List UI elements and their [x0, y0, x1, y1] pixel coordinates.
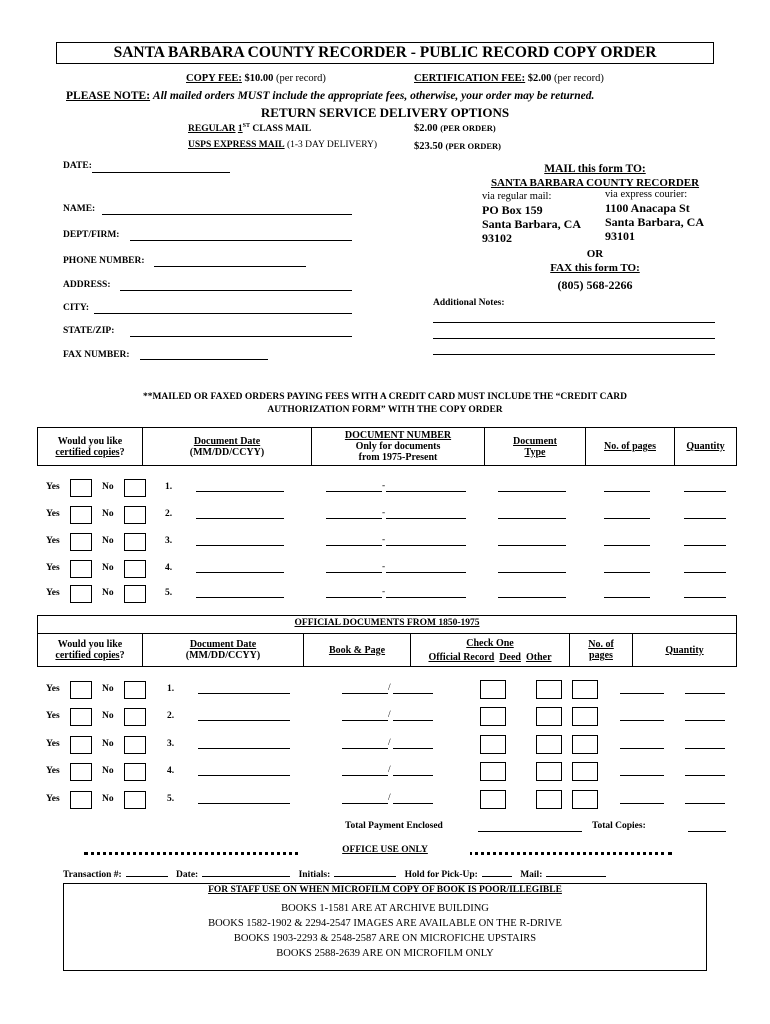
additional-notes-label: Additional Notes: — [433, 298, 505, 308]
no-checkbox[interactable] — [124, 791, 146, 809]
initials-label: Initials: — [298, 870, 331, 880]
office-use-heading: OFFICE USE ONLY — [300, 845, 470, 855]
no-label: No — [102, 684, 114, 694]
doc-number-prefix-field[interactable] — [326, 545, 382, 546]
yes-label: Yes — [46, 794, 60, 804]
other-checkbox[interactable] — [572, 790, 598, 809]
t1-col-docnum: DOCUMENT NUMBER Only for documents from 1975-Present — [312, 428, 485, 466]
pages-field[interactable] — [604, 597, 650, 598]
total-payment-field[interactable] — [478, 831, 582, 832]
document-date-field[interactable] — [198, 720, 290, 721]
table2-header — [37, 633, 737, 667]
page-field[interactable] — [393, 748, 433, 749]
cert-fee: CERTIFICATION FEE: $2.00 (per record) — [414, 73, 604, 84]
book-field[interactable] — [342, 775, 388, 776]
deed-checkbox[interactable] — [536, 707, 562, 726]
city-field[interactable] — [94, 313, 352, 314]
credit-card-notice-2: AUTHORIZATION FORM” WITH THE COPY ORDER — [267, 405, 503, 415]
no-label: No — [102, 766, 114, 776]
page-field[interactable] — [393, 803, 433, 804]
no-label: No — [102, 711, 114, 721]
po-zip: 93102 — [482, 231, 512, 245]
fax-heading: FAX this form TO: — [550, 262, 640, 274]
doc-number-suffix-field[interactable] — [386, 518, 466, 519]
quantity-field[interactable] — [685, 775, 725, 776]
quantity-field[interactable] — [685, 720, 725, 721]
official-record-checkbox[interactable] — [480, 707, 506, 726]
no-label: No — [102, 536, 114, 546]
document-date-field[interactable] — [198, 775, 290, 776]
doc-number-prefix-field[interactable] — [326, 518, 382, 519]
t2-col-book: Book & Page — [304, 634, 411, 667]
table1-header — [37, 427, 737, 466]
notes-line-2[interactable] — [433, 338, 715, 339]
regular-mail-price: $2.00 (PER ORDER) — [414, 123, 496, 134]
row-number: 2. — [167, 711, 175, 721]
yes-checkbox[interactable] — [70, 708, 92, 726]
quantity-field[interactable] — [685, 748, 725, 749]
document-date-field[interactable] — [196, 518, 284, 519]
doc-number-suffix-field[interactable] — [386, 491, 466, 492]
t1-col-certified: Would you like certified copies? — [38, 428, 143, 466]
hold-label: Hold for Pick-Up: — [404, 870, 478, 880]
book-field[interactable] — [342, 748, 388, 749]
official-record-checkbox[interactable] — [480, 790, 506, 809]
table2-heading: OFFICIAL DOCUMENTS FROM 1850-1975 — [294, 618, 480, 628]
state-field[interactable] — [130, 336, 352, 337]
no-label: No — [102, 588, 114, 598]
no-checkbox[interactable] — [124, 763, 146, 781]
document-type-field[interactable] — [498, 518, 566, 519]
book-page-slash: / — [388, 765, 391, 775]
deed-checkbox[interactable] — [536, 680, 562, 699]
row-number: 3. — [167, 739, 175, 749]
t2-col-qty: Quantity — [633, 634, 737, 667]
document-date-field[interactable] — [198, 748, 290, 749]
book-page-slash: / — [388, 793, 391, 803]
or-label: OR — [586, 248, 604, 260]
t2-col-certified: Would you like certified copies? — [38, 634, 143, 667]
notes-line-3[interactable] — [433, 354, 715, 355]
document-date-field[interactable] — [196, 491, 284, 492]
doc-number-suffix-field[interactable] — [386, 572, 466, 573]
copy-fee: COPY FEE: $10.00 (per record) — [186, 73, 326, 84]
official-record-checkbox[interactable] — [480, 762, 506, 781]
notes-line-1[interactable] — [433, 322, 715, 323]
doc-number-dash: - — [382, 562, 386, 572]
staff-line-3: BOOKS 1903-2293 & 2548-2587 ARE ON MICROFICHE UPSTAIRS — [233, 933, 537, 944]
row-number: 2. — [165, 509, 173, 519]
yes-label: Yes — [46, 509, 60, 519]
regular-mail-option: REGULAR 1ST CLASS MAIL — [188, 123, 312, 135]
book-field[interactable] — [342, 803, 388, 804]
pages-field[interactable] — [620, 720, 664, 721]
office-row — [63, 870, 723, 880]
staff-line-1: BOOKS 1-1581 ARE AT ARCHIVE BUILDING — [281, 903, 489, 914]
document-type-field[interactable] — [498, 545, 566, 546]
state-label: STATE/ZIP: — [63, 326, 115, 336]
yes-checkbox[interactable] — [70, 506, 92, 524]
yes-label: Yes — [46, 684, 60, 694]
date-label: DATE: — [63, 161, 92, 171]
no-checkbox[interactable] — [124, 681, 146, 699]
no-checkbox[interactable] — [124, 708, 146, 726]
yes-label: Yes — [46, 711, 60, 721]
no-checkbox[interactable] — [124, 506, 146, 524]
doc-number-prefix-field[interactable] — [326, 597, 382, 598]
document-type-field[interactable] — [498, 572, 566, 573]
express-mail-price: $23.50 (PER ORDER) — [414, 141, 501, 152]
document-date-field[interactable] — [196, 545, 284, 546]
address-field[interactable] — [120, 290, 352, 291]
no-label: No — [102, 739, 114, 749]
t2-col-date: Document Date (MM/DD/CCYY) — [143, 634, 304, 667]
date-field[interactable] — [92, 172, 230, 173]
row-number: 1. — [165, 482, 173, 492]
mail-to-heading: MAIL this form TO: — [544, 163, 646, 175]
deed-checkbox[interactable] — [536, 762, 562, 781]
regular-mail-label: via regular mail: — [482, 191, 552, 202]
deed-checkbox[interactable] — [536, 735, 562, 754]
pages-field[interactable] — [620, 775, 664, 776]
courier-city: Santa Barbara, CA — [605, 215, 705, 229]
total-copies-field[interactable] — [688, 831, 726, 832]
pages-field[interactable] — [604, 572, 650, 573]
yes-label: Yes — [46, 588, 60, 598]
yes-checkbox[interactable] — [70, 479, 92, 497]
yes-checkbox[interactable] — [70, 736, 92, 754]
other-checkbox[interactable] — [572, 735, 598, 754]
official-record-checkbox[interactable] — [480, 680, 506, 699]
quantity-field[interactable] — [684, 491, 726, 492]
no-label: No — [102, 794, 114, 804]
doc-number-dash: - — [382, 508, 386, 518]
staff-heading: FOR STAFF USE ON WHEN MICROFILM COPY OF BOOK IS POOR/ILLEGIBLE — [208, 885, 562, 895]
other-checkbox[interactable] — [572, 762, 598, 781]
yes-checkbox[interactable] — [70, 763, 92, 781]
official-record-checkbox[interactable] — [480, 735, 506, 754]
page-title: SANTA BARBARA COUNTY RECORDER - PUBLIC RECORD COPY ORDER — [113, 44, 657, 61]
book-page-slash: / — [388, 683, 391, 693]
name-field[interactable] — [102, 214, 352, 215]
dept-label: DEPT/FIRM: — [63, 230, 120, 240]
office-date-field[interactable] — [202, 876, 290, 877]
yes-checkbox[interactable] — [70, 585, 92, 603]
fax-label: FAX NUMBER: — [63, 350, 130, 360]
book-field[interactable] — [342, 720, 388, 721]
no-checkbox[interactable] — [124, 533, 146, 551]
no-checkbox[interactable] — [124, 736, 146, 754]
mail-field[interactable] — [546, 876, 606, 877]
no-label: No — [102, 509, 114, 519]
book-field[interactable] — [342, 693, 388, 694]
staff-line-4: BOOKS 2588-2639 ARE ON MICROFILM ONLY — [276, 948, 494, 959]
quantity-field[interactable] — [684, 572, 726, 573]
yes-label: Yes — [46, 739, 60, 749]
doc-number-dash: - — [382, 587, 386, 597]
no-checkbox[interactable] — [124, 585, 146, 603]
doc-number-suffix-field[interactable] — [386, 597, 466, 598]
please-note: PLEASE NOTE: All mailed orders MUST include the appropriate fees, otherwise, your order may be returned. — [66, 90, 595, 102]
courier-label: via express courier: — [605, 189, 688, 200]
t2-col-pages: No. of pages — [570, 634, 633, 667]
phone-field[interactable] — [154, 266, 306, 267]
initials-field[interactable] — [334, 876, 396, 877]
yes-label: Yes — [46, 563, 60, 573]
yes-checkbox[interactable] — [70, 791, 92, 809]
page-field[interactable] — [393, 693, 433, 694]
courier-zip: 93101 — [605, 229, 635, 243]
page-field[interactable] — [393, 720, 433, 721]
row-number: 4. — [167, 766, 175, 776]
yes-checkbox[interactable] — [70, 681, 92, 699]
courier-street: 1100 Anacapa St — [605, 201, 690, 215]
fax-field[interactable] — [140, 359, 268, 360]
t2-col-check: Check One Official Record Deed Other — [411, 634, 570, 667]
phone-label: PHONE NUMBER: — [63, 256, 145, 266]
credit-card-notice-1: **MAILED OR FAXED ORDERS PAYING FEES WITH A CREDIT CARD MUST INCLUDE THE “CREDIT CARD — [142, 392, 628, 402]
city-label: CITY: — [63, 303, 90, 313]
deed-checkbox[interactable] — [536, 790, 562, 809]
dept-field[interactable] — [130, 240, 352, 241]
fax-number: (805) 568-2266 — [557, 278, 633, 292]
pages-field[interactable] — [620, 803, 664, 804]
doc-number-dash: - — [382, 535, 386, 545]
return-service-heading: RETURN SERVICE DELIVERY OPTIONS — [260, 105, 510, 120]
po-city: Santa Barbara, CA — [482, 217, 582, 231]
pages-field[interactable] — [604, 491, 650, 492]
row-number: 1. — [167, 684, 175, 694]
t1-col-pages: No. of pages — [586, 428, 675, 466]
hold-field[interactable] — [482, 876, 512, 877]
transaction-label: Transaction #: — [63, 870, 122, 880]
total-payment-label: Total Payment Enclosed — [345, 821, 443, 831]
yes-checkbox[interactable] — [70, 533, 92, 551]
row-number: 3. — [165, 536, 173, 546]
office-date-label: Date: — [176, 870, 199, 880]
pages-field[interactable] — [604, 545, 650, 546]
no-checkbox[interactable] — [124, 479, 146, 497]
pages-field[interactable] — [620, 693, 664, 694]
book-page-slash: / — [388, 738, 391, 748]
book-page-slash: / — [388, 710, 391, 720]
quantity-field[interactable] — [684, 545, 726, 546]
row-number: 5. — [167, 794, 175, 804]
t1-col-date: Document Date (MM/DD/CCYY) — [143, 428, 312, 466]
t1-col-qty: Quantity — [675, 428, 737, 466]
document-date-field[interactable] — [196, 572, 284, 573]
mail-to-org: SANTA BARBARA COUNTY RECORDER — [490, 177, 700, 189]
row-number: 5. — [165, 588, 173, 598]
yes-label: Yes — [46, 536, 60, 546]
doc-number-dash: - — [382, 481, 386, 491]
quantity-field[interactable] — [685, 693, 725, 694]
document-type-field[interactable] — [498, 597, 566, 598]
page-field[interactable] — [393, 775, 433, 776]
doc-number-prefix-field[interactable] — [326, 491, 382, 492]
express-mail-option: USPS EXPRESS MAIL (1-3 DAY DELIVERY) — [188, 140, 378, 150]
po-box: PO Box 159 — [482, 203, 543, 217]
no-label: No — [102, 482, 114, 492]
doc-number-suffix-field[interactable] — [386, 545, 466, 546]
mail-label: Mail: — [520, 870, 543, 880]
quantity-field[interactable] — [684, 597, 726, 598]
staff-line-2: BOOKS 1582-1902 & 2294-2547 IMAGES ARE AVAILABLE ON THE R-DRIVE — [208, 918, 562, 929]
address-label: ADDRESS: — [63, 280, 111, 290]
t1-col-type: Document Type — [485, 428, 586, 466]
quantity-field[interactable] — [685, 803, 725, 804]
quantity-field[interactable] — [684, 518, 726, 519]
no-checkbox[interactable] — [124, 560, 146, 578]
row-number: 4. — [165, 563, 173, 573]
document-date-field[interactable] — [196, 597, 284, 598]
pages-field[interactable] — [604, 518, 650, 519]
doc-number-prefix-field[interactable] — [326, 572, 382, 573]
no-label: No — [102, 563, 114, 573]
other-checkbox[interactable] — [572, 707, 598, 726]
document-date-field[interactable] — [198, 693, 290, 694]
total-copies-label: Total Copies: — [592, 821, 646, 831]
transaction-field[interactable] — [126, 876, 168, 877]
yes-checkbox[interactable] — [70, 560, 92, 578]
name-label: NAME: — [63, 204, 96, 214]
pages-field[interactable] — [620, 748, 664, 749]
document-type-field[interactable] — [498, 491, 566, 492]
yes-label: Yes — [46, 482, 60, 492]
yes-label: Yes — [46, 766, 60, 776]
other-checkbox[interactable] — [572, 680, 598, 699]
document-date-field[interactable] — [198, 803, 290, 804]
